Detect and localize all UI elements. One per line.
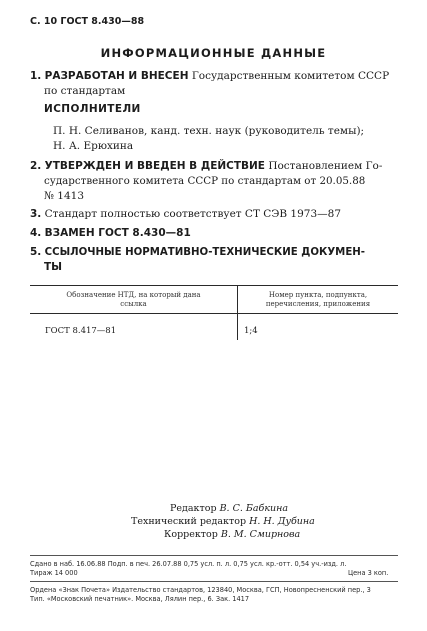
corrector-name: В. М. Смирнова <box>220 529 301 540</box>
item-1-heading: РАЗРАБОТАН И ВНЕСЕН <box>44 70 189 82</box>
imprint-price: Цена 3 коп. <box>348 569 389 577</box>
item-1-line-2: по стандартам <box>44 85 126 97</box>
table-cell-document: ГОСТ 8.417—81 <box>45 326 117 336</box>
item-5-line-1 <box>30 245 365 260</box>
item-3-text: Стандарт полностью соответствует СТ СЭВ 1973—87 <box>44 208 342 220</box>
item-1-text: Государственным комитетом СССР <box>191 70 390 82</box>
performer-2: Н. А. Ерюхина <box>53 140 134 152</box>
performer-1: П. Н. Селиванов, канд. техн. наук (руководитель темы); <box>53 125 365 137</box>
imprint-bottom-rule <box>30 581 398 582</box>
page-title: ИНФОРМАЦИОННЫЕ ДАННЫЕ <box>100 46 327 60</box>
imprint-circulation: Тираж 14 000 <box>30 569 78 577</box>
table-header-document: Обозначение НТД, на который дана ссылка <box>66 291 201 308</box>
editor-line: Редактор В. С. Бабкина <box>170 503 289 514</box>
item-5-heading: ССЫЛОЧНЫЕ НОРМАТИВНО-ТЕХНИЧЕСКИЕ ДОКУМЕН- <box>44 247 366 258</box>
table-top-rule <box>30 285 398 286</box>
item-4 <box>30 226 191 241</box>
item-3-number: 3. <box>30 208 42 220</box>
imprint-publisher: Ордена «Знак Почета» Издательство стандартов, 123840, Москва, ГСП, Новопресненский пер., 3 <box>30 586 371 594</box>
item-2-line-3: № 1413 <box>44 190 84 202</box>
performers-heading: ИСПОЛНИТЕЛИ <box>44 103 141 115</box>
item-3 <box>30 207 341 222</box>
table-header-rule <box>30 313 398 314</box>
item-5-number: 5. <box>30 246 42 258</box>
imprint-printer: Тип. «Московский печатник». Москва, Лялин пер., 6. Зак. 1417 <box>30 595 250 603</box>
item-4-heading: ВЗАМЕН ГОСТ 8.430—81 <box>44 227 191 239</box>
imprint-line-1: Сдано в наб. 16.06.88 Подп. в печ. 26.07.88 0,75 усл. п. л. 0,75 усл. кр.-отт. 0,54 уч.-изд. л. <box>30 560 347 568</box>
table-cell-items: 1;4 <box>244 326 258 336</box>
item-2-line-2: сударственного комитета СССР по стандартам от 20.05.88 <box>44 175 366 187</box>
tech-editor-name: Н. Н. Дубина <box>249 516 315 527</box>
item-2-number: 2. <box>30 160 42 172</box>
imprint-top-rule <box>30 555 398 556</box>
page-header: С. 10 ГОСТ 8.430—88 <box>30 16 145 27</box>
item-2-line-1 <box>30 159 382 174</box>
item-5-line-2: ТЫ <box>44 261 63 273</box>
item-1-line-1 <box>30 69 389 84</box>
table-header-items: Номер пункта, подпункта, перечисления, приложения <box>265 291 371 308</box>
item-1-number: 1. <box>30 70 42 82</box>
tech-editor-line: Технический редактор Н. Н. Дубина <box>131 516 315 527</box>
item-2-text: Постановлением Го- <box>268 160 383 172</box>
editor-name: В. С. Бабкина <box>219 503 289 514</box>
item-4-number: 4. <box>30 227 42 239</box>
item-2-heading: УТВЕРЖДЕН И ВВЕДЕН В ДЕЙСТВИЕ <box>44 160 265 172</box>
corrector-line: Корректор В. М. Смирнова <box>164 529 301 540</box>
